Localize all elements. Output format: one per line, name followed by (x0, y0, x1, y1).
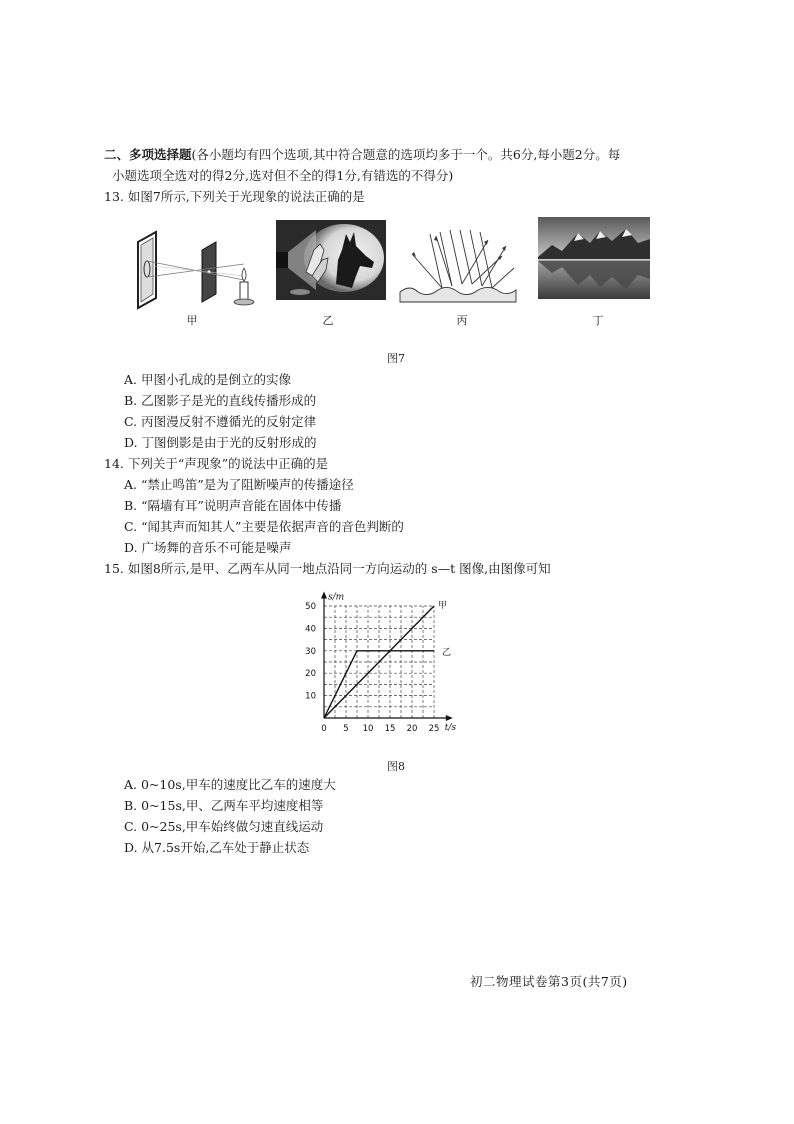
q15-option-a: A. 0~10s,甲车的速度比乙车的速度大 (124, 777, 336, 792)
q14-option-c: C. “闻其声而知其人”主要是依据声音的音色判断的 (124, 519, 404, 534)
section-heading-line (104, 146, 620, 164)
q13-option-a: A. 甲图小孔成的是倒立的实像 (124, 372, 291, 387)
q13-option-b: B. 乙图影子是光的直线传播形成的 (124, 393, 317, 408)
x-axis-arrow (446, 715, 453, 721)
q13-option-d: D. 丁图倒影是由于光的反射形成的 (124, 435, 317, 450)
y-axis-label: s/m (328, 592, 345, 603)
q15-stem: 15. 如图8所示,是甲、乙两车从同一地点沿同一方向运动的 s—t 图像,由图像可知 (104, 561, 551, 576)
page-footer: 初二物理试卷第3页(共7页) (470, 974, 628, 989)
y-tick-label: 30 (305, 646, 316, 657)
q15-option-c: C. 0~25s,甲车始终做匀速直线运动 (124, 819, 324, 834)
x-tick-label: 20 (406, 724, 418, 734)
fig7-panel-bing (396, 226, 518, 304)
fig8-st-chart (296, 588, 506, 740)
x-tick-label: 15 (384, 724, 396, 734)
fig7-panel-ding (538, 217, 650, 299)
y-axis-arrow (321, 592, 327, 599)
y-tick-label: 20 (305, 669, 316, 680)
fig7-label-yi: 乙 (322, 314, 334, 327)
q15-option-b: B. 0~15s,甲、乙两车平均速度相等 (124, 798, 324, 813)
fig8-caption: 图8 (387, 760, 405, 773)
section-intro-1: (各小题均有四个选项,其中符合题意的选项均多于一个。共6分,每小题2分。每 (191, 147, 621, 162)
q14-option-b: B. “隔墙有耳”说明声音能在固体中传播 (124, 498, 342, 513)
q14-stem: 14. 下列关于“声现象”的说法中正确的是 (104, 456, 329, 471)
series-label-yi: 乙 (442, 647, 452, 658)
fig7-label-bing: 丙 (456, 314, 468, 327)
x-axis-label: t/s (444, 723, 457, 733)
section-heading: 二、多项选择题 (104, 147, 192, 162)
fig7-caption: 图7 (387, 352, 405, 365)
q14-option-d: D. 广场舞的音乐不可能是噪声 (124, 540, 292, 555)
series-label-jia: 甲 (438, 601, 448, 611)
fig7-panel-jia (134, 228, 264, 310)
q13-stem: 13. 如图7所示,下列关于光现象的说法正确的是 (104, 189, 365, 204)
x-tick-label: 10 (362, 724, 374, 734)
x-tick-label: 0 (321, 724, 327, 734)
fig7-panel-yi (276, 220, 386, 300)
y-tick-label: 10 (305, 691, 316, 702)
y-tick-label: 40 (305, 624, 316, 635)
y-tick-label: 50 (305, 602, 316, 612)
x-tick-label: 5 (343, 724, 349, 734)
q15-option-d: D. 从7.5s开始,乙车处于静止状态 (124, 840, 310, 855)
q14-option-a: A. “禁止鸣笛”是为了阻断噪声的传播途径 (124, 477, 354, 492)
x-tick-label: 25 (428, 724, 440, 734)
q13-option-c: C. 丙图漫反射不遵循光的反射定律 (124, 414, 317, 429)
section-intro-2: 小题选项全选对的得2分,选对但不全的得1分,有错选的不得分) (112, 168, 454, 183)
fig7-label-jia: 甲 (186, 314, 198, 327)
fig7-label-ding: 丁 (592, 314, 604, 327)
